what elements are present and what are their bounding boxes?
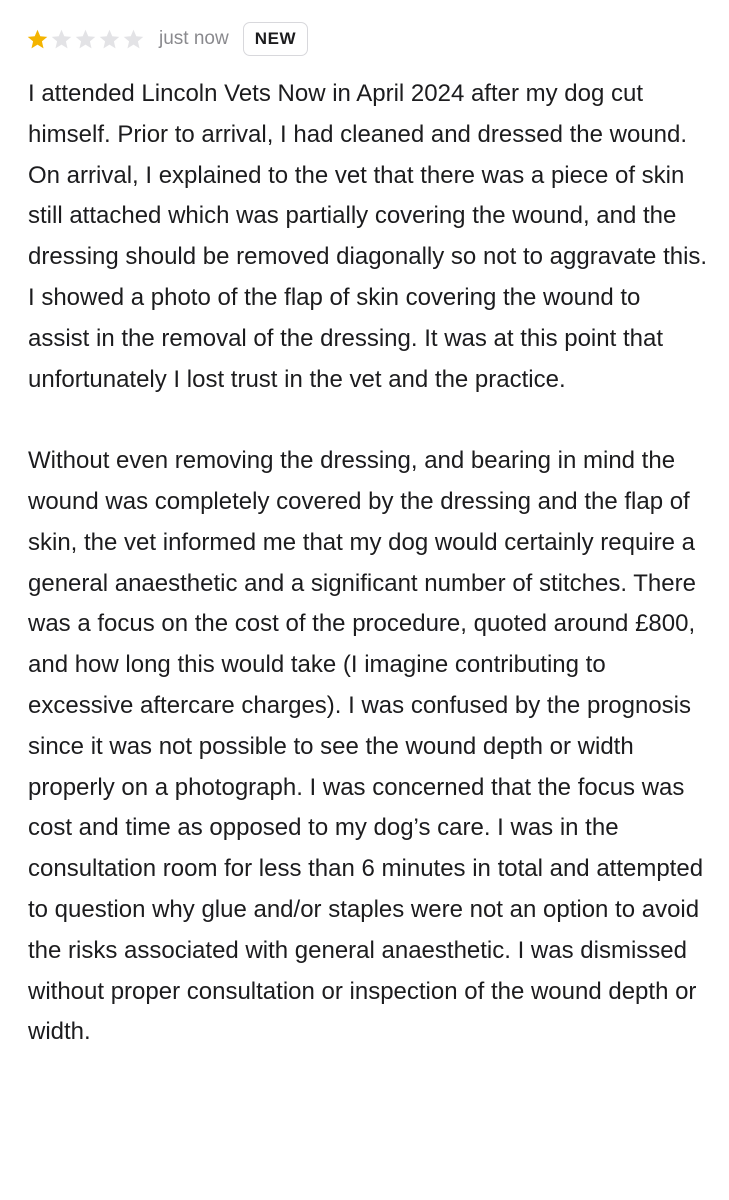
star-empty-icon bbox=[74, 28, 97, 51]
review-meta-row bbox=[26, 20, 308, 58]
star-filled-icon bbox=[26, 28, 49, 51]
star-empty-icon bbox=[98, 28, 121, 51]
review-paragraph: I attended Lincoln Vets Now in April 2024 after my dog cut himself. Prior to arrival, I had cleaned and dressed the wound. On arrival, I explained to the vet that there was a piece of skin still attached which was partially covering the wound, and the dressing should be removed diagonally so not to aggravate this. I showed a photo of the flap of skin covering the wound to assist in the removal of the dressing. It was at this point that unfortunately I lost trust in the vet and the practice. bbox=[28, 80, 708, 393]
new-badge: NEW bbox=[243, 22, 308, 56]
star-empty-icon bbox=[122, 28, 145, 51]
review-timestamp: just now bbox=[159, 28, 229, 49]
review-body bbox=[28, 74, 708, 1053]
star-empty-icon bbox=[50, 28, 73, 51]
star-rating bbox=[26, 28, 145, 51]
review-paragraph: Without even removing the dressing, and bearing in mind the wound was completely covered by the dressing and the flap of skin, the vet informed me that my dog would certainly require a general anaesthetic and a significant number of stitches. There was a focus on the cost of the procedure, quoted around £800, and how long this would take (I imagine contributing to excessive aftercare charges). I was confused by the prognosis since it was not possible to see the wound depth or width properly on a photograph. I was concerned that the focus was cost and time as opposed to my dog’s care. I was in the consultation room for less than 6 minutes in total and attempted to question why glue and/or staples were not an option to avoid the risks associated with general anaesthetic. I was dismissed without proper consultation or inspection of the wound depth or width. bbox=[28, 447, 704, 1046]
